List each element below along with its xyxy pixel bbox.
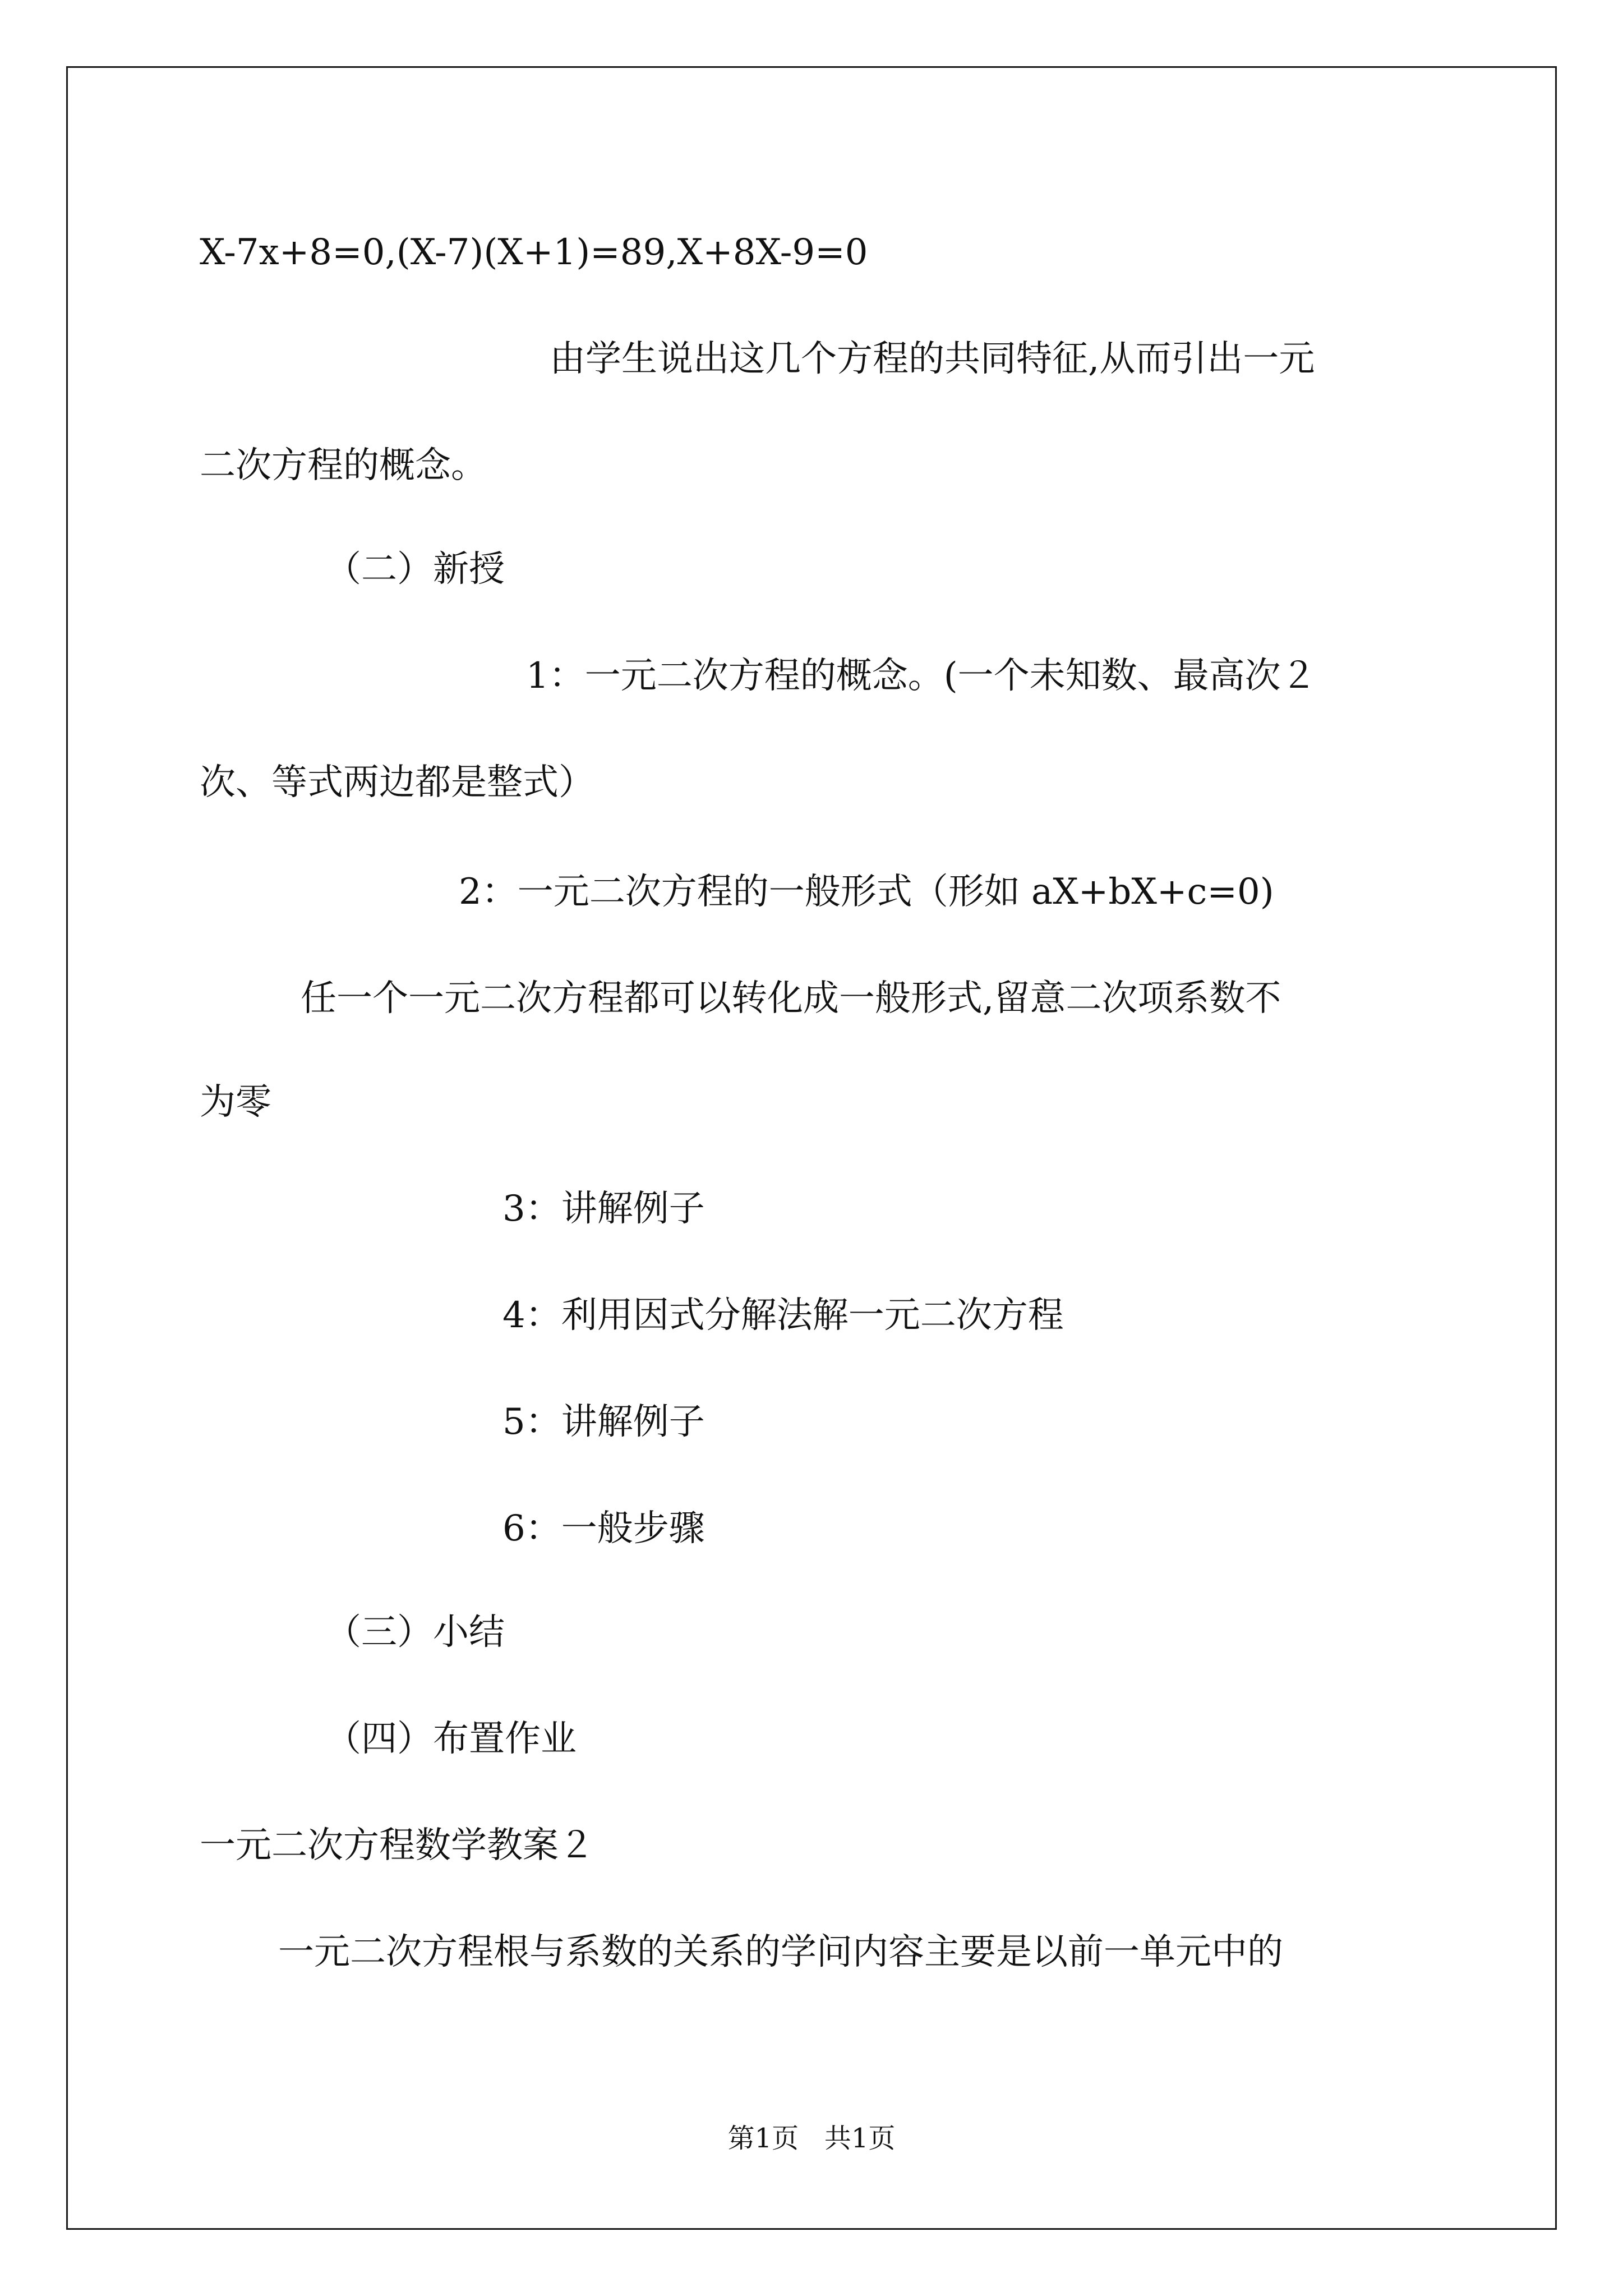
page-footer: 第1页 共1页 (727, 2123, 896, 2154)
list-item: 2：一元二次方程的一般形式（形如 aX+bX+c=0) (459, 871, 1274, 913)
section-heading: （二）新授 (325, 549, 505, 590)
equation-line: X-7x+8=0,(X-7)(X+1)=89,X+8X-9=0 (200, 232, 868, 273)
text-line: 为零 (200, 1082, 271, 1123)
text-line: 次、等式两边都是整式） (200, 762, 594, 803)
list-item: 3：讲解例子 (502, 1188, 705, 1230)
list-item: 1：一元二次方程的概念。(一个未知数、最高次２ (526, 655, 1317, 697)
document-title: 一元二次方程数学教案２ (200, 1825, 594, 1866)
text-line: 二次方程的概念。 (200, 445, 487, 486)
page-border (66, 66, 1557, 2230)
text-line: 任一个一元二次方程都可以转化成一般形式,留意二次项系数不 (301, 978, 1281, 1019)
text-line: 由学生说出这几个方程的共同特征,从而引出一元 (550, 338, 1315, 380)
section-heading: （三）小结 (325, 1612, 505, 1653)
section-heading: （四）布置作业 (325, 1718, 577, 1760)
text-line: 一元二次方程根与系数的关系的学问内容主要是以前一单元中的 (278, 1931, 1283, 1973)
list-item: 6：一般步骤 (502, 1508, 705, 1549)
list-item: 5：讲解例子 (502, 1401, 705, 1443)
list-item: 4：利用因式分解法解一元二次方程 (502, 1295, 1064, 1336)
